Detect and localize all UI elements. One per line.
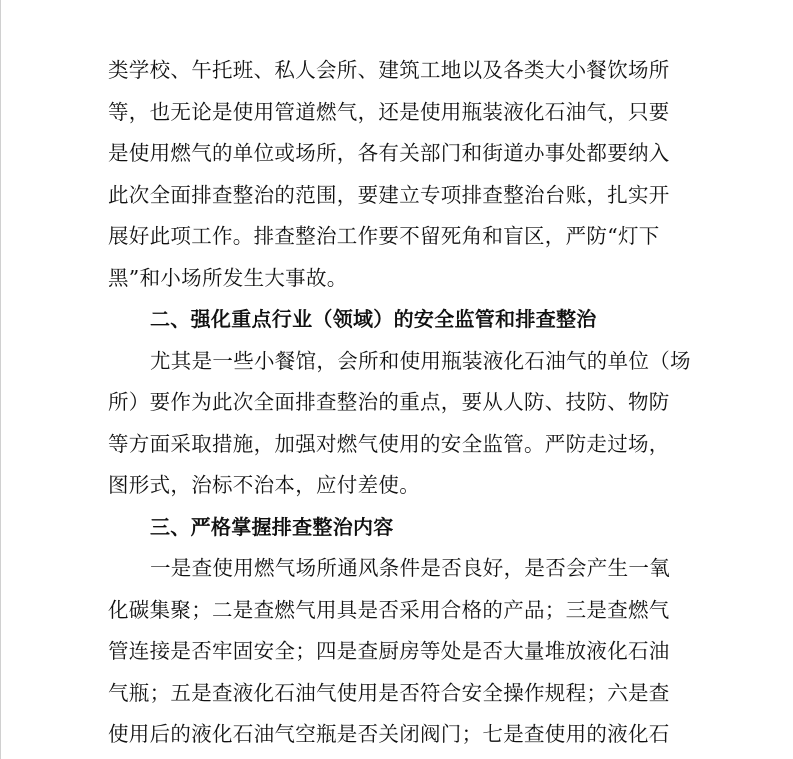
paragraph-line: 所）要作为此次全面排查整治的重点，要从人防、技防、物防 [108, 390, 670, 414]
paragraph-line: 化碳集聚；二是查燃气用具是否采用合格的产品；三是查燃气 [108, 597, 670, 622]
paragraph-line: 此次全面排查整治的范围，要建立专项排查整治台账，扎实开 [108, 182, 670, 207]
paragraph-line: 等，也无论是使用管道燃气，还是使用瓶装液化石油气，只要 [108, 99, 670, 124]
paragraph-line: 黑”和小场所发生大事故。 [108, 265, 348, 290]
section-heading-3: 三、严格掌握排查整治内容 [150, 514, 394, 539]
paragraph-line: 管连接是否牢固安全；四是查厨房等处是否大量堆放液化石油 [108, 639, 670, 663]
paragraph-line: 图形式，治标不治本，应付差使。 [108, 473, 420, 497]
document-body [108, 50, 691, 756]
paragraph-line: 展好此项工作。排查整治工作要不留死角和盲区，严防“灯下 [108, 224, 660, 248]
paragraph-line: 等方面采取措施，加强对燃气使用的安全监管。严防走过场， [108, 431, 670, 456]
paragraph-line: 尤其是一些小餐馆，会所和使用瓶装液化石油气的单位（场 [150, 348, 691, 373]
paragraph-line: 使用后的液化石油气空瓶是否关闭阀门；七是查使用的液化石 [108, 722, 670, 746]
paragraph-line: 类学校、午托班、私人会所、建筑工地以及各类大小餐饮场所 [108, 58, 670, 82]
page-edge [0, 0, 1, 759]
section-heading-2: 二、强化重点行业（领域）的安全监管和排查整治 [150, 307, 597, 331]
paragraph-line: 是使用燃气的单位或场所，各有关部门和街道办事处都要纳入 [108, 141, 670, 165]
paragraph-line: 气瓶；五是查液化石油气使用是否符合安全操作规程；六是查 [108, 680, 670, 705]
paragraph-line: 一是查使用燃气场所通风条件是否良好，是否会产生一氧 [150, 556, 670, 580]
